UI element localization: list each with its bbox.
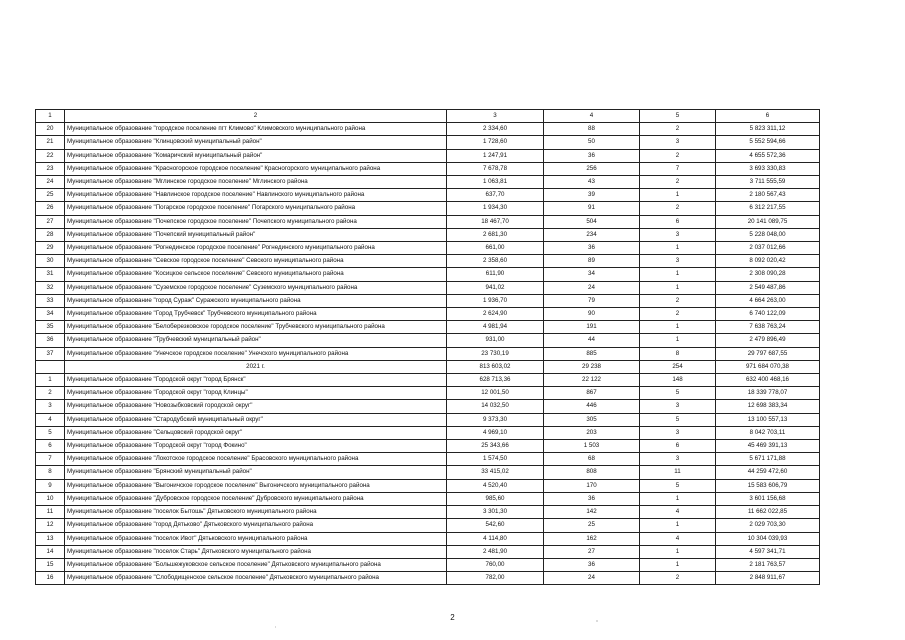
houses-count: 2 bbox=[640, 149, 716, 162]
amount-value: 2 180 567,43 bbox=[716, 189, 820, 202]
table-row bbox=[36, 506, 820, 519]
residents-count: 162 bbox=[544, 532, 640, 545]
houses-count: 3 bbox=[640, 228, 716, 241]
area-value: 985,60 bbox=[447, 492, 544, 505]
municipality-name: Муниципальное образование "Городской округ "город Фокино" bbox=[65, 440, 447, 453]
column-header-5: 5 bbox=[640, 110, 716, 123]
amount-value: 5 228 048,00 bbox=[716, 228, 820, 241]
column-header-3: 3 bbox=[447, 110, 544, 123]
municipality-name: Муниципальное образование "Навлинское городское поселение" Навлинского муниципального района bbox=[65, 189, 447, 202]
residents-count: 36 bbox=[544, 242, 640, 255]
area-value: 2 681,30 bbox=[447, 228, 544, 241]
row-number: 26 bbox=[36, 202, 65, 215]
houses-count: 5 bbox=[640, 479, 716, 492]
residents-count: 79 bbox=[544, 294, 640, 307]
row-number: 23 bbox=[36, 162, 65, 175]
houses-count: 1 bbox=[640, 268, 716, 281]
houses-count: 2 bbox=[640, 176, 716, 189]
amount-value: 8 042 703,11 bbox=[716, 426, 820, 439]
amount-value: 3 693 330,83 bbox=[716, 162, 820, 175]
residents-count: 305 bbox=[544, 413, 640, 426]
area-value: 3 301,30 bbox=[447, 506, 544, 519]
residents-count: 24 bbox=[544, 281, 640, 294]
table-row bbox=[36, 123, 820, 136]
residents-count: 1 503 bbox=[544, 440, 640, 453]
row-number: 11 bbox=[36, 506, 65, 519]
row-number: 12 bbox=[36, 519, 65, 532]
row-number: 1 bbox=[36, 374, 65, 387]
area-value: 7 678,78 bbox=[447, 162, 544, 175]
table-row bbox=[36, 466, 820, 479]
houses-count: 6 bbox=[640, 440, 716, 453]
residents-count: 29 238 bbox=[544, 360, 640, 373]
table-row bbox=[36, 360, 820, 373]
municipality-name: Муниципальное образование "поселок Бытошь" Дятьковского муниципального района bbox=[65, 506, 447, 519]
amount-value: 4 655 572,36 bbox=[716, 149, 820, 162]
row-number: 3 bbox=[36, 400, 65, 413]
amount-value: 20 141 089,75 bbox=[716, 215, 820, 228]
area-value: 2 624,90 bbox=[447, 308, 544, 321]
residents-count: 44 bbox=[544, 334, 640, 347]
municipality-name: Муниципальное образование "Новозыбковский городской округ" bbox=[65, 400, 447, 413]
table-row bbox=[36, 228, 820, 241]
row-number: 25 bbox=[36, 189, 65, 202]
area-value: 931,00 bbox=[447, 334, 544, 347]
residents-count: 22 122 bbox=[544, 374, 640, 387]
column-header-2: 2 bbox=[65, 110, 447, 123]
municipality-name: Муниципальное образование "Сельцовский городской округ" bbox=[65, 426, 447, 439]
amount-value: 6 312 217,55 bbox=[716, 202, 820, 215]
residents-count: 808 bbox=[544, 466, 640, 479]
residents-count: 867 bbox=[544, 387, 640, 400]
municipality-name: Муниципальное образование "Рогнединское городское поселение" Рогнединского муниципального района bbox=[65, 242, 447, 255]
houses-count: 148 bbox=[640, 374, 716, 387]
houses-count: 1 bbox=[640, 492, 716, 505]
houses-count: 3 bbox=[640, 136, 716, 149]
area-value: 542,60 bbox=[447, 519, 544, 532]
amount-value: 5 552 594,66 bbox=[716, 136, 820, 149]
table-row bbox=[36, 374, 820, 387]
residents-count: 36 bbox=[544, 492, 640, 505]
residents-count: 36 bbox=[544, 558, 640, 571]
municipality-name: Муниципальное образование "Почепское городское поселение" Почепского муниципального района bbox=[65, 215, 447, 228]
municipality-name: Муниципальное образование "Косицкое сельское поселение" Севского муниципального района bbox=[65, 268, 447, 281]
amount-value: 29 797 687,55 bbox=[716, 347, 820, 360]
houses-count: 2 bbox=[640, 572, 716, 585]
page-number: 2 bbox=[450, 613, 455, 622]
area-value: 1 063,81 bbox=[447, 176, 544, 189]
houses-count: 1 bbox=[640, 558, 716, 571]
area-value: 813 603,02 bbox=[447, 360, 544, 373]
table-row bbox=[36, 387, 820, 400]
amount-value: 18 339 778,07 bbox=[716, 387, 820, 400]
table-row bbox=[36, 268, 820, 281]
residents-count: 234 bbox=[544, 228, 640, 241]
amount-value: 11 662 022,85 bbox=[716, 506, 820, 519]
row-number: 21 bbox=[36, 136, 65, 149]
table-row bbox=[36, 308, 820, 321]
amount-value: 2 549 487,86 bbox=[716, 281, 820, 294]
row-number: 33 bbox=[36, 294, 65, 307]
amount-value: 3 601 156,68 bbox=[716, 492, 820, 505]
row-number: 30 bbox=[36, 255, 65, 268]
row-number: 15 bbox=[36, 558, 65, 571]
houses-count: 2 bbox=[640, 123, 716, 136]
municipality-name: Муниципальное образование "Унечское городское поселение" Унечского муниципального района bbox=[65, 347, 447, 360]
municipality-name: Муниципальное образование "Большежуковское сельское поселение" Дятьковского муниципального района bbox=[65, 558, 447, 571]
table-row bbox=[36, 281, 820, 294]
houses-count: 3 bbox=[640, 400, 716, 413]
amount-value: 12 698 383,34 bbox=[716, 400, 820, 413]
houses-count: 254 bbox=[640, 360, 716, 373]
row-number: 20 bbox=[36, 123, 65, 136]
table-row bbox=[36, 294, 820, 307]
residents-count: 36 bbox=[544, 149, 640, 162]
table-row bbox=[36, 321, 820, 334]
houses-count: 3 bbox=[640, 426, 716, 439]
residents-count: 68 bbox=[544, 453, 640, 466]
row-number: 37 bbox=[36, 347, 65, 360]
municipality-name: Муниципальное образование "Комаричский муниципальный район" bbox=[65, 149, 447, 162]
area-value: 782,00 bbox=[447, 572, 544, 585]
amount-value: 4 664 263,00 bbox=[716, 294, 820, 307]
table-row bbox=[36, 558, 820, 571]
amount-value: 2 308 090,28 bbox=[716, 268, 820, 281]
area-value: 611,90 bbox=[447, 268, 544, 281]
table-body bbox=[36, 123, 820, 585]
residents-count: 446 bbox=[544, 400, 640, 413]
amount-value: 8 092 020,42 bbox=[716, 255, 820, 268]
area-value: 2 334,60 bbox=[447, 123, 544, 136]
table-row bbox=[36, 334, 820, 347]
houses-count: 3 bbox=[640, 255, 716, 268]
houses-count: 1 bbox=[640, 281, 716, 294]
row-number: 7 bbox=[36, 453, 65, 466]
municipality-name: Муниципальное образование "Севское городское поселение" Севского муниципального района bbox=[65, 255, 447, 268]
residents-count: 256 bbox=[544, 162, 640, 175]
amount-value: 2 181 763,57 bbox=[716, 558, 820, 571]
table-row bbox=[36, 572, 820, 585]
houses-count: 1 bbox=[640, 321, 716, 334]
area-value: 2 358,60 bbox=[447, 255, 544, 268]
row-number: 29 bbox=[36, 242, 65, 255]
table-header-row bbox=[36, 110, 820, 123]
amount-value: 632 400 468,16 bbox=[716, 374, 820, 387]
table-row bbox=[36, 136, 820, 149]
municipality-name: Муниципальное образование "Погарское городское поселение" Погарского муниципального района bbox=[65, 202, 447, 215]
row-number: 5 bbox=[36, 426, 65, 439]
area-value: 1 574,50 bbox=[447, 453, 544, 466]
municipality-name: Муниципальное образование "Слободищенское сельское поселение" Дятьковского муниципального района bbox=[65, 572, 447, 585]
row-number: 16 bbox=[36, 572, 65, 585]
table-row bbox=[36, 202, 820, 215]
area-value: 1 934,30 bbox=[447, 202, 544, 215]
area-value: 760,00 bbox=[447, 558, 544, 571]
houses-count: 8 bbox=[640, 347, 716, 360]
municipality-name: Муниципальное образование "поселок Ивот" Дятьковского муниципального района bbox=[65, 532, 447, 545]
area-value: 4 969,10 bbox=[447, 426, 544, 439]
area-value: 25 343,66 bbox=[447, 440, 544, 453]
municipality-name: Муниципальное образование "Выгоничское городское поселение" Выгоничского муниципального района bbox=[65, 479, 447, 492]
area-value: 4 114,80 bbox=[447, 532, 544, 545]
table-row bbox=[36, 545, 820, 558]
table-row bbox=[36, 400, 820, 413]
table-row bbox=[36, 519, 820, 532]
area-value: 9 373,30 bbox=[447, 413, 544, 426]
table-row bbox=[36, 215, 820, 228]
municipality-name: Муниципальное образование "Почепский муниципальный район" bbox=[65, 228, 447, 241]
area-value: 628 713,36 bbox=[447, 374, 544, 387]
houses-count: 3 bbox=[640, 453, 716, 466]
row-number: 14 bbox=[36, 545, 65, 558]
residents-count: 27 bbox=[544, 545, 640, 558]
houses-count: 2 bbox=[640, 294, 716, 307]
table-row bbox=[36, 176, 820, 189]
houses-count: 7 bbox=[640, 162, 716, 175]
row-number: 35 bbox=[36, 321, 65, 334]
row-number: 36 bbox=[36, 334, 65, 347]
amount-value: 45 469 391,13 bbox=[716, 440, 820, 453]
amount-value: 15 583 606,79 bbox=[716, 479, 820, 492]
area-value: 23 730,19 bbox=[447, 347, 544, 360]
residents-count: 43 bbox=[544, 176, 640, 189]
houses-count: 2 bbox=[640, 202, 716, 215]
table-row bbox=[36, 479, 820, 492]
amount-value: 10 304 039,93 bbox=[716, 532, 820, 545]
table-row bbox=[36, 189, 820, 202]
houses-count: 1 bbox=[640, 545, 716, 558]
area-value: 1 936,70 bbox=[447, 294, 544, 307]
row-number: 27 bbox=[36, 215, 65, 228]
municipality-name: Муниципальное образование "Стародубский муниципальный округ" bbox=[65, 413, 447, 426]
amount-value: 3 711 555,59 bbox=[716, 176, 820, 189]
houses-count: 1 bbox=[640, 242, 716, 255]
houses-count: 11 bbox=[640, 466, 716, 479]
municipality-name: Муниципальное образование "Трубчевский муниципальный район" bbox=[65, 334, 447, 347]
area-value: 637,70 bbox=[447, 189, 544, 202]
residents-count: 170 bbox=[544, 479, 640, 492]
houses-count: 6 bbox=[640, 215, 716, 228]
row-number: 34 bbox=[36, 308, 65, 321]
houses-count: 2 bbox=[640, 308, 716, 321]
area-value: 941,02 bbox=[447, 281, 544, 294]
houses-count: 5 bbox=[640, 387, 716, 400]
municipality-name: Муниципальное образование "Город Трубчевск" Трубчевского муниципального района bbox=[65, 308, 447, 321]
municipality-name: Муниципальное образование "Брянский муниципальный район" bbox=[65, 466, 447, 479]
residents-count: 34 bbox=[544, 268, 640, 281]
area-value: 661,00 bbox=[447, 242, 544, 255]
row-number: 6 bbox=[36, 440, 65, 453]
houses-count: 1 bbox=[640, 519, 716, 532]
row-number: 28 bbox=[36, 228, 65, 241]
table-row bbox=[36, 413, 820, 426]
amount-value: 44 259 472,60 bbox=[716, 466, 820, 479]
table-row bbox=[36, 347, 820, 360]
row-number: 9 bbox=[36, 479, 65, 492]
residents-count: 25 bbox=[544, 519, 640, 532]
municipality-name: Муниципальное образование "Локотское городское поселение" Брасовского муниципального района bbox=[65, 453, 447, 466]
table-row bbox=[36, 532, 820, 545]
table-row bbox=[36, 426, 820, 439]
row-number bbox=[36, 360, 65, 373]
municipality-name: Муниципальное образование "Красногорское городское поселение" Красногорского муниципального района bbox=[65, 162, 447, 175]
scan-artifact bbox=[596, 620, 598, 622]
municipality-name: Муниципальное образование "городское поселение пгт Климово" Климовского муниципального района bbox=[65, 123, 447, 136]
municipality-name: 2021 г. bbox=[65, 360, 447, 373]
area-value: 4 520,40 bbox=[447, 479, 544, 492]
column-header-4: 4 bbox=[544, 110, 640, 123]
amount-value: 971 684 070,38 bbox=[716, 360, 820, 373]
area-value: 18 467,70 bbox=[447, 215, 544, 228]
amount-value: 5 823 311,12 bbox=[716, 123, 820, 136]
municipality-name: Муниципальное образование "Мглинское городское поселение" Мглинского района bbox=[65, 176, 447, 189]
area-value: 2 481,90 bbox=[447, 545, 544, 558]
table-row bbox=[36, 162, 820, 175]
residents-count: 24 bbox=[544, 572, 640, 585]
scan-artifact bbox=[275, 626, 276, 628]
table-row bbox=[36, 255, 820, 268]
amount-value: 6 740 122,09 bbox=[716, 308, 820, 321]
municipality-name: Муниципальное образование "Городской округ "город Клинцы" bbox=[65, 387, 447, 400]
row-number: 10 bbox=[36, 492, 65, 505]
municipality-name: Муниципальное образование "Клинцовский муниципальный район" bbox=[65, 136, 447, 149]
municipality-name: Муниципальное образование "поселок Старь" Дятьковского муниципального района bbox=[65, 545, 447, 558]
residents-count: 885 bbox=[544, 347, 640, 360]
houses-count: 1 bbox=[640, 189, 716, 202]
residents-count: 50 bbox=[544, 136, 640, 149]
amount-value: 2 037 012,66 bbox=[716, 242, 820, 255]
residents-count: 191 bbox=[544, 321, 640, 334]
amount-value: 2 479 896,49 bbox=[716, 334, 820, 347]
residents-count: 91 bbox=[544, 202, 640, 215]
table-row bbox=[36, 242, 820, 255]
amount-value: 2 848 911,67 bbox=[716, 572, 820, 585]
residents-count: 142 bbox=[544, 506, 640, 519]
row-number: 31 bbox=[36, 268, 65, 281]
row-number: 13 bbox=[36, 532, 65, 545]
municipality-name: Муниципальное образование "Белоберезковское городское поселение" Трубчевского муниципального района bbox=[65, 321, 447, 334]
table-row bbox=[36, 492, 820, 505]
column-header-6: 6 bbox=[716, 110, 820, 123]
municipality-name: Муниципальное образование "Дубровское городское поселение" Дубровского муниципального района bbox=[65, 492, 447, 505]
table-row bbox=[36, 440, 820, 453]
area-value: 14 032,50 bbox=[447, 400, 544, 413]
amount-value: 2 029 703,30 bbox=[716, 519, 820, 532]
residents-count: 90 bbox=[544, 308, 640, 321]
row-number: 24 bbox=[36, 176, 65, 189]
area-value: 1 247,91 bbox=[447, 149, 544, 162]
column-header-1: 1 bbox=[36, 110, 65, 123]
row-number: 32 bbox=[36, 281, 65, 294]
row-number: 8 bbox=[36, 466, 65, 479]
residents-count: 89 bbox=[544, 255, 640, 268]
municipality-name: Муниципальное образование "город Сураж" Суражского муниципального района bbox=[65, 294, 447, 307]
municipality-name: Муниципальное образование "город Дятьково" Дятьковского муниципального района bbox=[65, 519, 447, 532]
row-number: 22 bbox=[36, 149, 65, 162]
data-table bbox=[35, 109, 820, 585]
amount-value: 5 671 171,88 bbox=[716, 453, 820, 466]
municipality-name: Муниципальное образование "Городской округ "город Брянск" bbox=[65, 374, 447, 387]
table-row bbox=[36, 149, 820, 162]
municipality-name: Муниципальное образование "Суземское городское поселение" Суземского муниципального района bbox=[65, 281, 447, 294]
area-value: 1 728,60 bbox=[447, 136, 544, 149]
table-row bbox=[36, 453, 820, 466]
amount-value: 4 597 341,71 bbox=[716, 545, 820, 558]
houses-count: 1 bbox=[640, 334, 716, 347]
houses-count: 5 bbox=[640, 413, 716, 426]
houses-count: 4 bbox=[640, 532, 716, 545]
area-value: 33 415,02 bbox=[447, 466, 544, 479]
residents-count: 504 bbox=[544, 215, 640, 228]
amount-value: 13 100 557,13 bbox=[716, 413, 820, 426]
residents-count: 203 bbox=[544, 426, 640, 439]
area-value: 4 981,94 bbox=[447, 321, 544, 334]
residents-count: 39 bbox=[544, 189, 640, 202]
houses-count: 4 bbox=[640, 506, 716, 519]
residents-count: 88 bbox=[544, 123, 640, 136]
row-number: 4 bbox=[36, 413, 65, 426]
row-number: 2 bbox=[36, 387, 65, 400]
area-value: 12 001,50 bbox=[447, 387, 544, 400]
amount-value: 7 638 763,24 bbox=[716, 321, 820, 334]
